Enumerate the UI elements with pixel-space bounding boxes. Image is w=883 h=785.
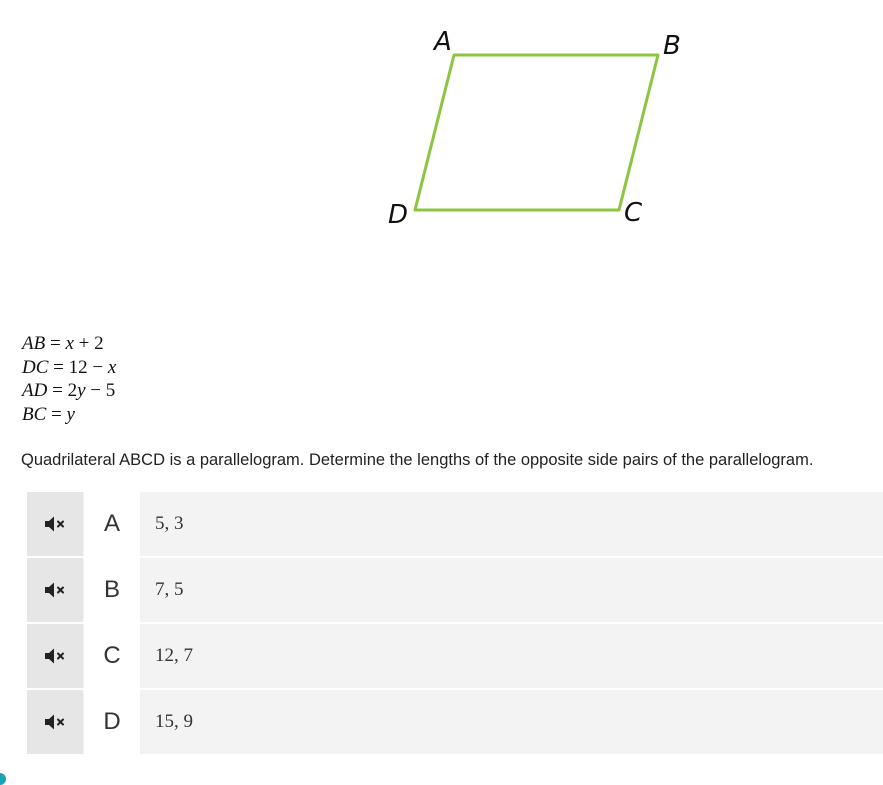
speaker-muted-icon[interactable] xyxy=(27,492,83,556)
choice-a[interactable] xyxy=(27,492,883,556)
choice-text: 12, 7 xyxy=(155,645,193,666)
vertex-label-a: A xyxy=(434,27,452,57)
choice-letter: C xyxy=(84,624,140,688)
question-text: Quadrilateral ABCD is a parallelogram. Determine the lengths of the opposite side pairs of the parallelogram. xyxy=(21,451,814,469)
choice-b[interactable] xyxy=(27,558,883,622)
choice-letter: D xyxy=(84,690,140,754)
corner-accent xyxy=(0,773,6,785)
parallelogram-shape xyxy=(415,55,658,210)
parallelogram-figure xyxy=(380,22,690,237)
choice-letter: A xyxy=(84,492,140,556)
choice-d[interactable] xyxy=(27,690,883,754)
answer-choices xyxy=(27,492,883,756)
equation-ab: AB = x + 2 xyxy=(22,333,104,354)
choice-text: 7, 5 xyxy=(155,579,184,600)
speaker-muted-icon[interactable] xyxy=(27,624,83,688)
equations-block xyxy=(22,332,116,426)
equation-dc: DC = 12 − x xyxy=(22,356,117,378)
choice-letter: B xyxy=(84,558,140,622)
vertex-label-c: C xyxy=(624,198,643,228)
choice-text: 5, 3 xyxy=(155,513,184,534)
vertex-label-d: D xyxy=(388,200,409,230)
vertex-label-b: B xyxy=(663,31,681,61)
speaker-muted-icon[interactable] xyxy=(27,690,83,754)
choice-c[interactable] xyxy=(27,624,883,688)
speaker-muted-icon[interactable] xyxy=(27,558,83,622)
parallelogram-diagram xyxy=(380,22,690,237)
equation-ad: AD = 2y − 5 xyxy=(22,380,116,401)
choice-text: 15, 9 xyxy=(155,711,193,732)
equation-bc: BC = y xyxy=(22,403,75,425)
